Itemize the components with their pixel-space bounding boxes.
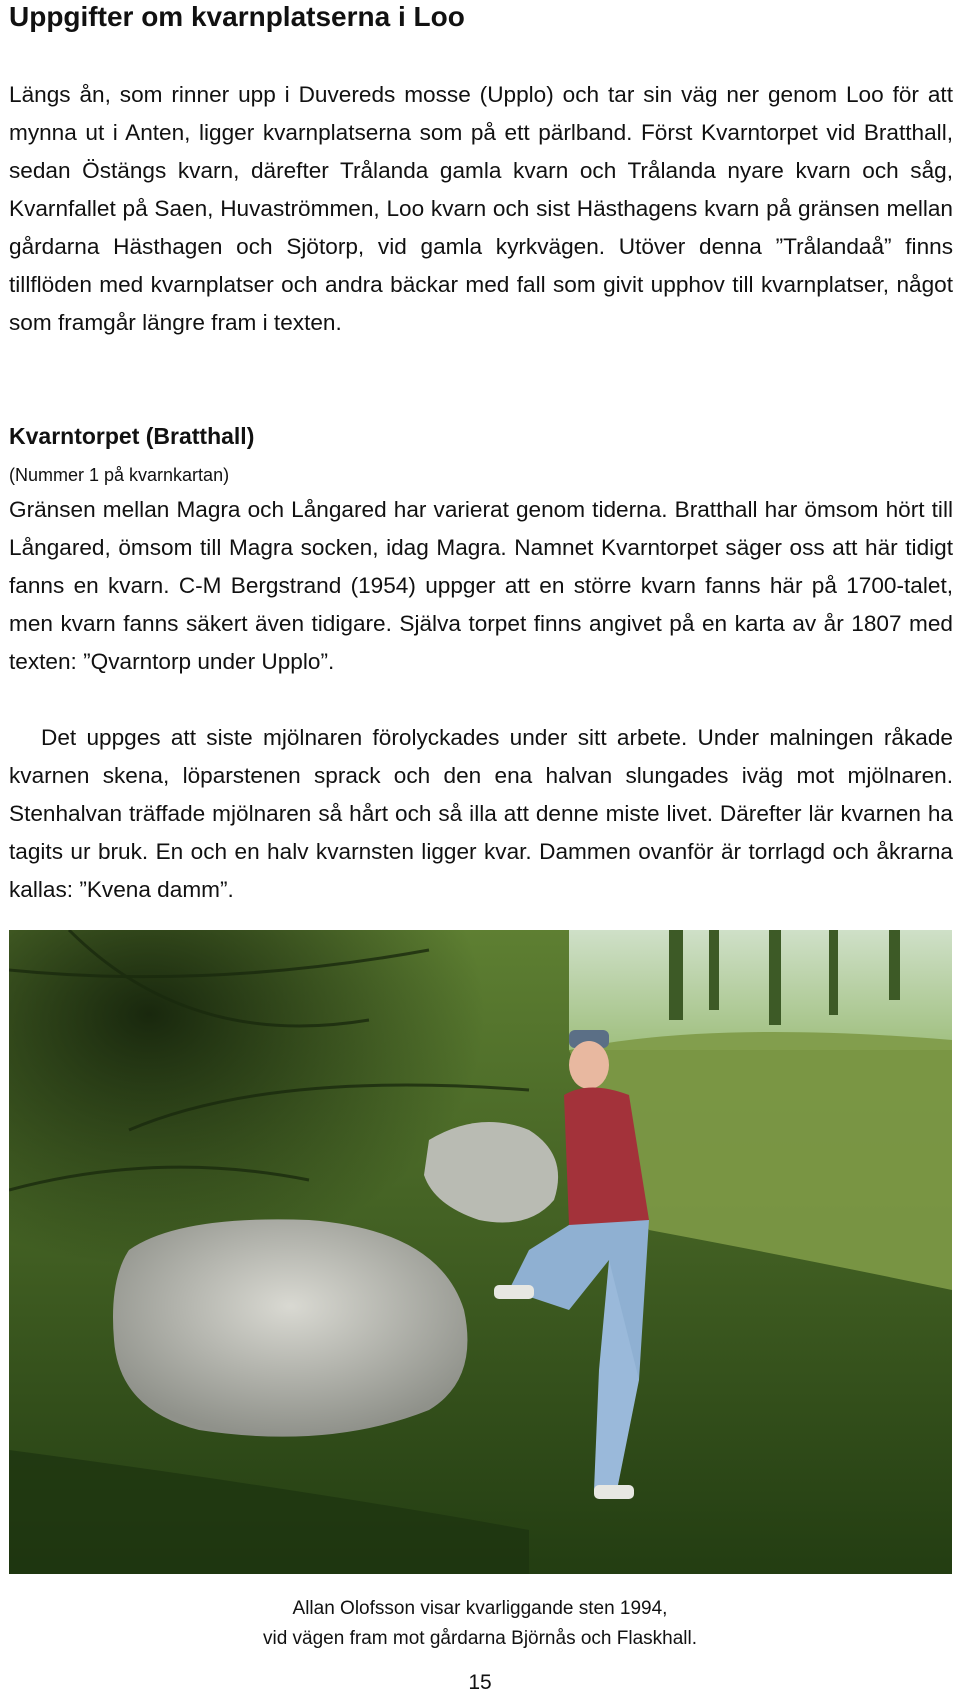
section-subheading: (Nummer 1 på kvarnkartan) [9, 465, 230, 485]
intro-paragraph: Längs ån, som rinner upp i Duvereds mosse (Upplo) och tar sin väg ner genom Loo för att mynna ut i Anten, ligger kvarnplatserna som på ett pärlband. Först Kvarntorpet vid Bratthall, sedan Östängs kvarn, därefter Trålanda gamla kvarn och Trålanda nyare kvarn och såg, Kvarnfallet på Saen, Huvaströmmen, Loo kvarn och sist Hästhagens kvarn på gränsen mellan gårdarna Hästhagen och Sjötorp, vid gamla kyrkvägen. Utöver denna ”Trålandaå” finns tillflöden med kvarnplatser och andra bäckar med fall som givit upphov till kvarnplatser, något som framgår längre fram i texten. [9, 82, 953, 335]
photo-illustration [9, 930, 952, 1574]
millstone-large [113, 1219, 467, 1436]
page-number: 15 [468, 1671, 492, 1694]
photo-millstone [9, 930, 952, 1574]
photo-caption [0, 1594, 960, 1654]
page-title: Uppgifter om kvarnplatserna i Loo [9, 1, 465, 32]
caption-line-2: vid vägen fram mot gårdarna Björnås och Flaskhall. [262, 1628, 698, 1649]
caption-line-1: Allan Olofsson visar kvarliggande sten 1994, [292, 1598, 668, 1619]
section-paragraph-1: Gränsen mellan Magra och Långared har varierat genom tiderna. Bratthall har ömsom hört till Långared, ömsom till Magra socken, idag Magra. Namnet Kvarntorpet säger oss att här tidigt fanns en kvarn. C-M Bergstrand (1954) uppger att en större kvarn fanns här på 1700-talet, men kvarn fanns säkert även tidigare. Själva torpet finns angivet på en karta av år 1807 med texten: ”Qvarntorp under Upplo”. [9, 497, 953, 674]
section-heading: Kvarntorpet (Bratthall) [9, 423, 255, 449]
section-paragraph-2: Det uppges att siste mjölnaren förolyckades under sitt arbete. Under malningen råkade kvarnen skena, löparstenen sprack och den ena halvan slungades iväg mot mjölnaren. Stenhalvan träffade mjölnaren så hårt och så illa att denne miste livet. Därefter lär kvarnen ha tagits ur bruk. En och en halv kvarnsten ligger kvar. Dammen ovanför är torrlagd och åkrarna kallas: ”Kvena damm”. [9, 725, 953, 902]
